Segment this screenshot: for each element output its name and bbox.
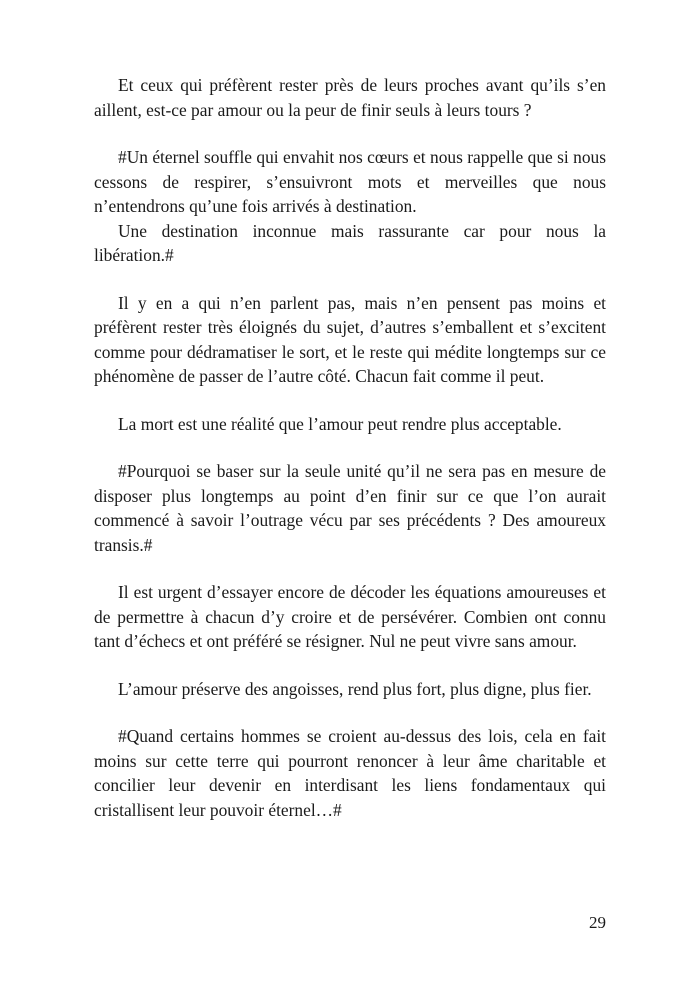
page-body	[94, 73, 606, 822]
paragraph-spacer	[94, 436, 606, 459]
paragraph-6: #Pourquoi se baser sur la seule unité qu’il ne sera pas en mesure de disposer plus longtemps au point d’en finir sur ce que l’on aurait commencé à savoir l’outrage vécu par ses précédents ? Des amoureux transis.#	[94, 461, 606, 555]
paragraph-4: Il y en a qui n’en parlent pas, mais n’en pensent pas moins et préfèrent rester très éloignés du sujet, d’autres s’emballent et s’excitent comme pour dédramatiser le sort, et le reste qui médite longtemps sur ce phénomène de passer de l’autre côté. Chacun fait comme il peut.	[94, 292, 606, 386]
paragraph-5: La mort est une réalité que l’amour peut rendre plus acceptable.	[118, 413, 562, 434]
paragraph-9: #Quand certains hommes se croient au-dessus des lois, cela en fait moins sur cette terre qui pourront renoncer à leur âme charitable et concilier leur devenir en interdisant les liens fondamentaux qui cristallisent leur pouvoir éternel…#	[94, 726, 606, 820]
page-number: 29	[589, 913, 606, 932]
paragraph-2: #Un éternel souffle qui envahit nos cœurs et nous rappelle que si nous cessons de respirer, s’ensuivront mots et merveilles que nous n’entendrons qu’une fois arrivés à destination.	[94, 147, 606, 216]
paragraph-3: Une destination inconnue mais rassurante car pour nous la libération.#	[94, 220, 606, 265]
paragraph-spacer	[94, 701, 606, 724]
paragraph-7: Il est urgent d’essayer encore de décoder les équations amoureuses et de permettre à chacun d’y croire et de persévérer. Combien ont connu tant d’échecs et ont préféré se résigner. Nul ne peut vivre sans amour.	[94, 582, 606, 651]
paragraph-spacer	[94, 122, 606, 145]
paragraph-spacer	[94, 654, 606, 677]
paragraph-spacer	[94, 557, 606, 580]
paragraph-1: Et ceux qui préfèrent rester près de leurs proches avant qu’ils s’en aillent, est-ce par amour ou la peur de finir seuls à leurs tours ?	[94, 75, 606, 120]
paragraph-8: L’amour préserve des angoisses, rend plus fort, plus digne, plus fier.	[118, 678, 592, 699]
paragraph-spacer	[94, 389, 606, 412]
paragraph-spacer	[94, 268, 606, 291]
